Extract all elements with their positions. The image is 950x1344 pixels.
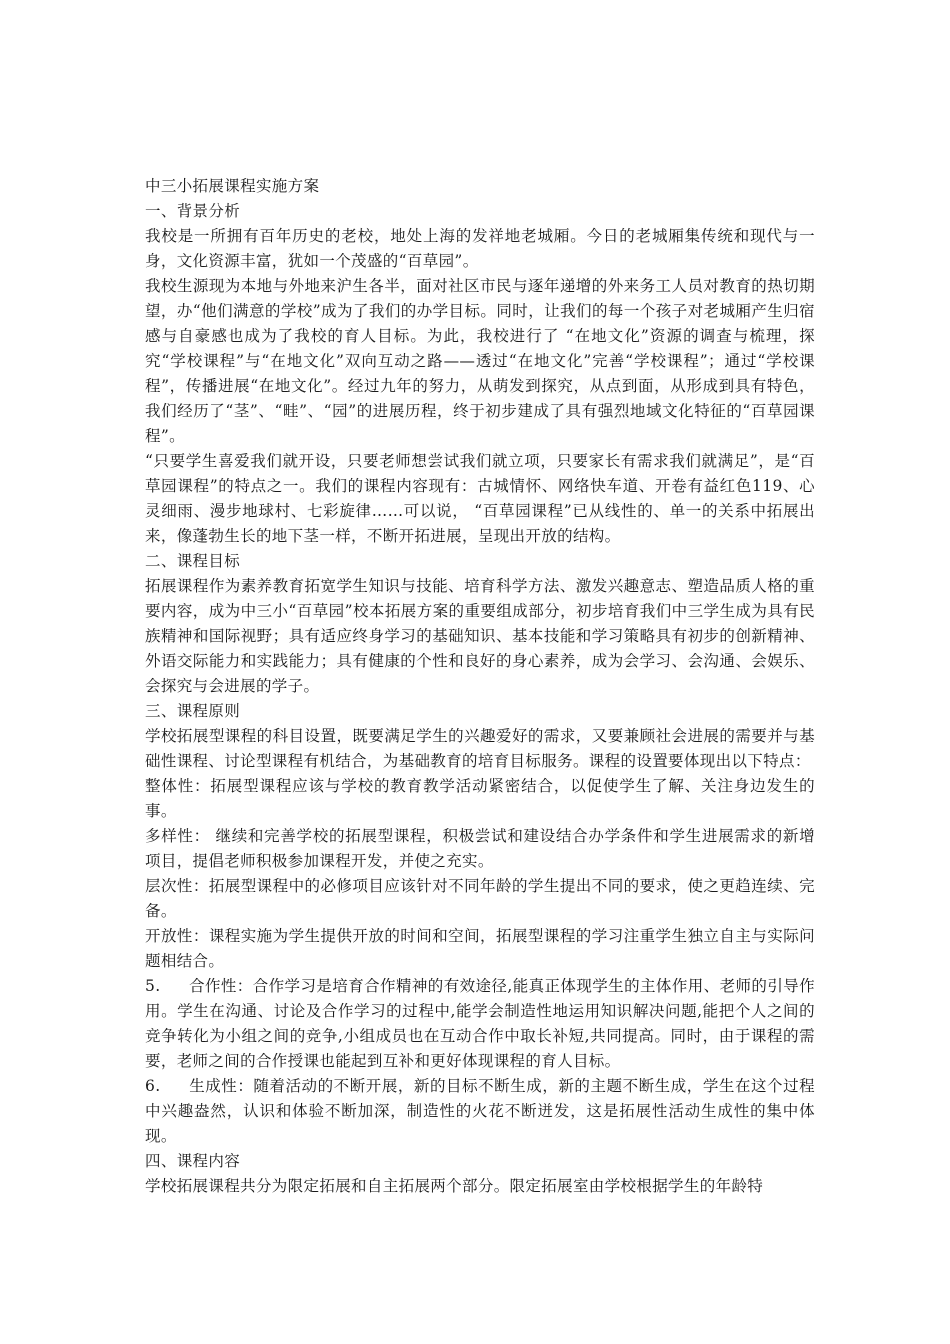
list-number: 5.: [145, 977, 161, 995]
section-heading-content: 四、课程内容: [145, 1152, 241, 1170]
document-body: [145, 174, 815, 1199]
paragraph: 我校生源现为本地与外地来沪生各半，面对社区市民与逐年递增的外来务工人员对教育的热切期望，办“他们满意的学校”成为了我们的办学目标。同时，让我们的每一个孩子对老城厢产生归宿感与自豪感也成为了我校的育人目标。为此，我校进行了 “在地文化”资源的调查与梳理，探究“学校课程”与“在地文化”双向互动之路——透过“在地文化”完善“学校课程”；通过“学校课程”，传播进展“在地文化”。经过九年的努力，从萌发到探究，从点到面，从形成到具有特色，我们经历了“茎”、“畦”、“园”的进展历程，终于初步建成了具有强烈地域文化特征的“百草园课程”。: [145, 277, 815, 445]
list-item-text: 合作性：合作学习是培育合作精神的有效途径,能真正体现学生的主体作用、老师的引导作用。学生在沟通、讨论及合作学习的过程中,能学会制造性地运用知识解决问题,能把个人之间的竞争转化为小组之间的竞争,小组成员也在互动合作中取长补短,共同提高。同时，由于课程的需要，老师之间的合作授课也能起到互补和更好体现课程的育人目标。: [145, 977, 815, 1070]
section-heading-background: 一、背景分析: [145, 202, 241, 220]
paragraph: “只要学生喜爱我们就开设，只要老师想尝试我们就立项，只要家长有需求我们就满足”，是“百草园课程”的特点之一。我们的课程内容现有：古城情怀、网络快车道、开卷有益红色119、心灵细雨、漫步地球村、七彩旋律……可以说， “百草园课程”已从线性的、单一的关系中拓展出来，像蓬勃生长的地下茎一样，不断开拓进展，呈现出开放的结构。: [145, 452, 815, 545]
principle-item: 层次性：拓展型课程中的必修项目应该针对不同年龄的学生提出不同的要求，使之更趋连续、完备。: [145, 877, 815, 920]
principle-item: 多样性： 继续和完善学校的拓展型课程，积极尝试和建设结合办学条件和学生进展需求的新增项目，提倡老师积极参加课程开发，并使之充实。: [145, 827, 815, 870]
list-number: 6.: [145, 1077, 161, 1095]
paragraph: 我校是一所拥有百年历史的老校，地处上海的发祥地老城厢。今日的老城厢集传统和现代与一身，文化资源丰富，犹如一个茂盛的“百草园”。: [145, 227, 815, 270]
section-heading-principles: 三、课程原则: [145, 702, 241, 720]
principle-item: [145, 974, 815, 1074]
principle-item: 整体性：拓展型课程应该与学校的教育教学活动紧密结合，以促使学生了解、关注身边发生的事。: [145, 777, 815, 820]
principle-item: [145, 1074, 815, 1149]
paragraph: 拓展课程作为素养教育拓宽学生知识与技能、培育科学方法、激发兴趣意志、塑造品质人格的重要内容，成为中三小“百草园”校本拓展方案的重要组成部分，初步培育我们中三学生成为具有民族精神和国际视野；具有适应终身学习的基础知识、基本技能和学习策略具有初步的创新精神、外语交际能力和实践能力；具有健康的个性和良好的身心素养，成为会学习、会沟通、会娱乐、会探究与会进展的学子。: [145, 577, 815, 695]
section-heading-goals: 二、课程目标: [145, 552, 241, 570]
list-item-text: 生成性：随着活动的不断开展，新的目标不断生成，新的主题不断生成，学生在这个过程中兴趣盎然，认识和体验不断加深，制造性的火花不断迸发，这是拓展性活动生成性的集中体现。: [145, 1077, 815, 1145]
principle-item: 开放性：课程实施为学生提供开放的时间和空间，拓展型课程的学习注重学生独立自主与实际问题相结合。: [145, 927, 815, 970]
paragraph: 学校拓展型课程的科目设置，既要满足学生的兴趣爱好的需求，又要兼顾社会进展的需要并与基础性课程、讨论型课程有机结合，为基础教育的培育目标服务。课程的设置要体现出以下特点：: [145, 727, 815, 770]
document-title: 中三小拓展课程实施方案: [145, 177, 320, 195]
paragraph: 学校拓展课程共分为限定拓展和自主拓展两个部分。限定拓展室由学校根据学生的年龄特: [145, 1177, 764, 1195]
